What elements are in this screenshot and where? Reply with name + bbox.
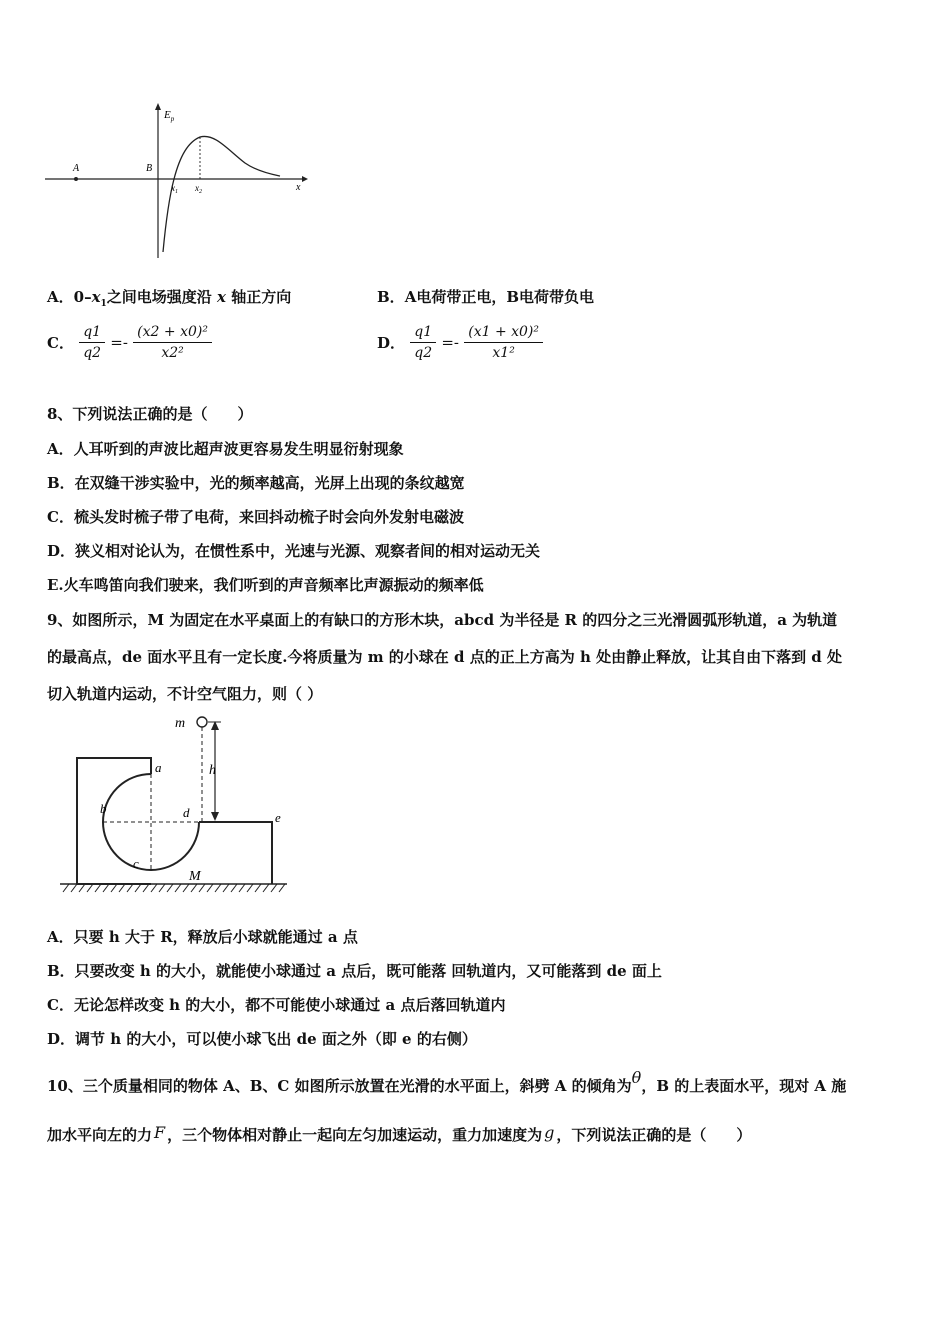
track-diagram (55, 708, 295, 898)
q7-option-b[interactable]: B．A电荷带正电，B电荷带负电 (377, 288, 595, 306)
q7d-rhs-fraction: $\frac{\text{(x1 + x0)²}}{\text{x1²}}$ (464, 324, 543, 361)
q8-stem: 8、下列说法正确的是（ ） (47, 405, 253, 423)
tick-label-x2: $x_2$ (195, 183, 202, 195)
q7c-rhs-fraction: $\frac{\text{(x2 + x0)²}}{\text{x2²}}$ (133, 324, 212, 361)
point-label-a: A (73, 163, 80, 174)
q9-option-a[interactable]: A．只要 h 大于 R，释放后小球就能通过 a 点 (47, 928, 358, 946)
q8-option-d[interactable]: D．狭义相对论认为，在惯性系中，光速与光源、观察者间的相对运动无关 (47, 542, 541, 560)
label-M: M (189, 869, 201, 884)
q7-option-a[interactable]: A．$0-x_1$之间电场强度沿 x 轴正方向 (47, 288, 292, 309)
q8-option-e[interactable]: E.火车鸣笛向我们驶来，我们听到的声音频率比声源振动的频率低 (47, 576, 484, 594)
q9-option-b[interactable]: B．只要改变 h 的大小，就能使小球通过 a 点后，既可能落 回轨道内，又可能落到 de 面上 (47, 962, 662, 980)
q9-stem-line3: 切入轨道内运动，不计空气阻力，则（ ） (47, 685, 323, 703)
potential-energy-graph (40, 100, 310, 260)
point-label-b: B (146, 163, 153, 174)
q7-option-c[interactable]: C． $\frac{q1}{q2}$ =- $\frac{\text{(x2 + x0)²}}{\text{x2²}}$ (47, 324, 212, 361)
label-e: e (275, 810, 281, 825)
q7d-lhs-fraction: $\frac{q1}{q2}$ (410, 324, 436, 361)
q9-stem-line2: 的最高点，de 面水平且有一定长度.今将质量为 m 的小球在 d 点的正上方高为 h 处由静止释放，让其自由下落到 d 处 (47, 648, 843, 666)
label-b: b (100, 801, 107, 816)
label-h: h (209, 763, 216, 778)
q8-option-c[interactable]: C．梳头发时梳子带了电荷，来回抖动梳子时会向外发射电磁波 (47, 508, 464, 526)
q10-stem-line2: 加水平向左的力 F ，三个物体相对静止一起向左匀加速运动，重力加速度为 g ，下列说法正确的是（ ） (47, 1123, 752, 1144)
axis-label-x: x (296, 182, 301, 193)
q10-stem-line1: 10、三个质量相同的物体 A、B、C 如图所示放置在光滑的水平面上，斜劈 A 的倾角为θ，B 的上表面水平，现对 A 施 (47, 1068, 847, 1095)
q9-option-d[interactable]: D．调节 h 的大小，可以使小球飞出 de 面之外（即 e 的右侧） (47, 1030, 477, 1048)
q7c-lhs-fraction: $\frac{q1}{q2}$ (79, 324, 105, 361)
q9-option-c[interactable]: C．无论怎样改变 h 的大小，都不可能使小球通过 a 点后落回轨道内 (47, 996, 506, 1014)
q7-option-d[interactable]: D． $\frac{q1}{q2}$ =- $\frac{\text{(x1 + x0)²}}{\text{x1²}}$ (377, 324, 543, 361)
label-d: d (183, 805, 190, 820)
axis-label-ep: $E_p$ (164, 109, 175, 123)
label-a: a (155, 760, 162, 775)
q8-option-a[interactable]: A．人耳听到的声波比超声波更容易发生明显衍射现象 (47, 440, 404, 458)
label-m: m (175, 716, 186, 731)
q8-option-b[interactable]: B．在双缝干涉实验中，光的频率越高，光屏上出现的条纹越宽 (47, 474, 465, 492)
label-c: c (133, 856, 139, 871)
q9-stem-line1: 9、如图所示，M 为固定在水平桌面上的有缺口的方形木块，abcd 为半径是 R 的四分之三光滑圆弧形轨道，a 为轨道 (47, 611, 838, 629)
tick-label-x1: $x_1$ (171, 183, 178, 195)
